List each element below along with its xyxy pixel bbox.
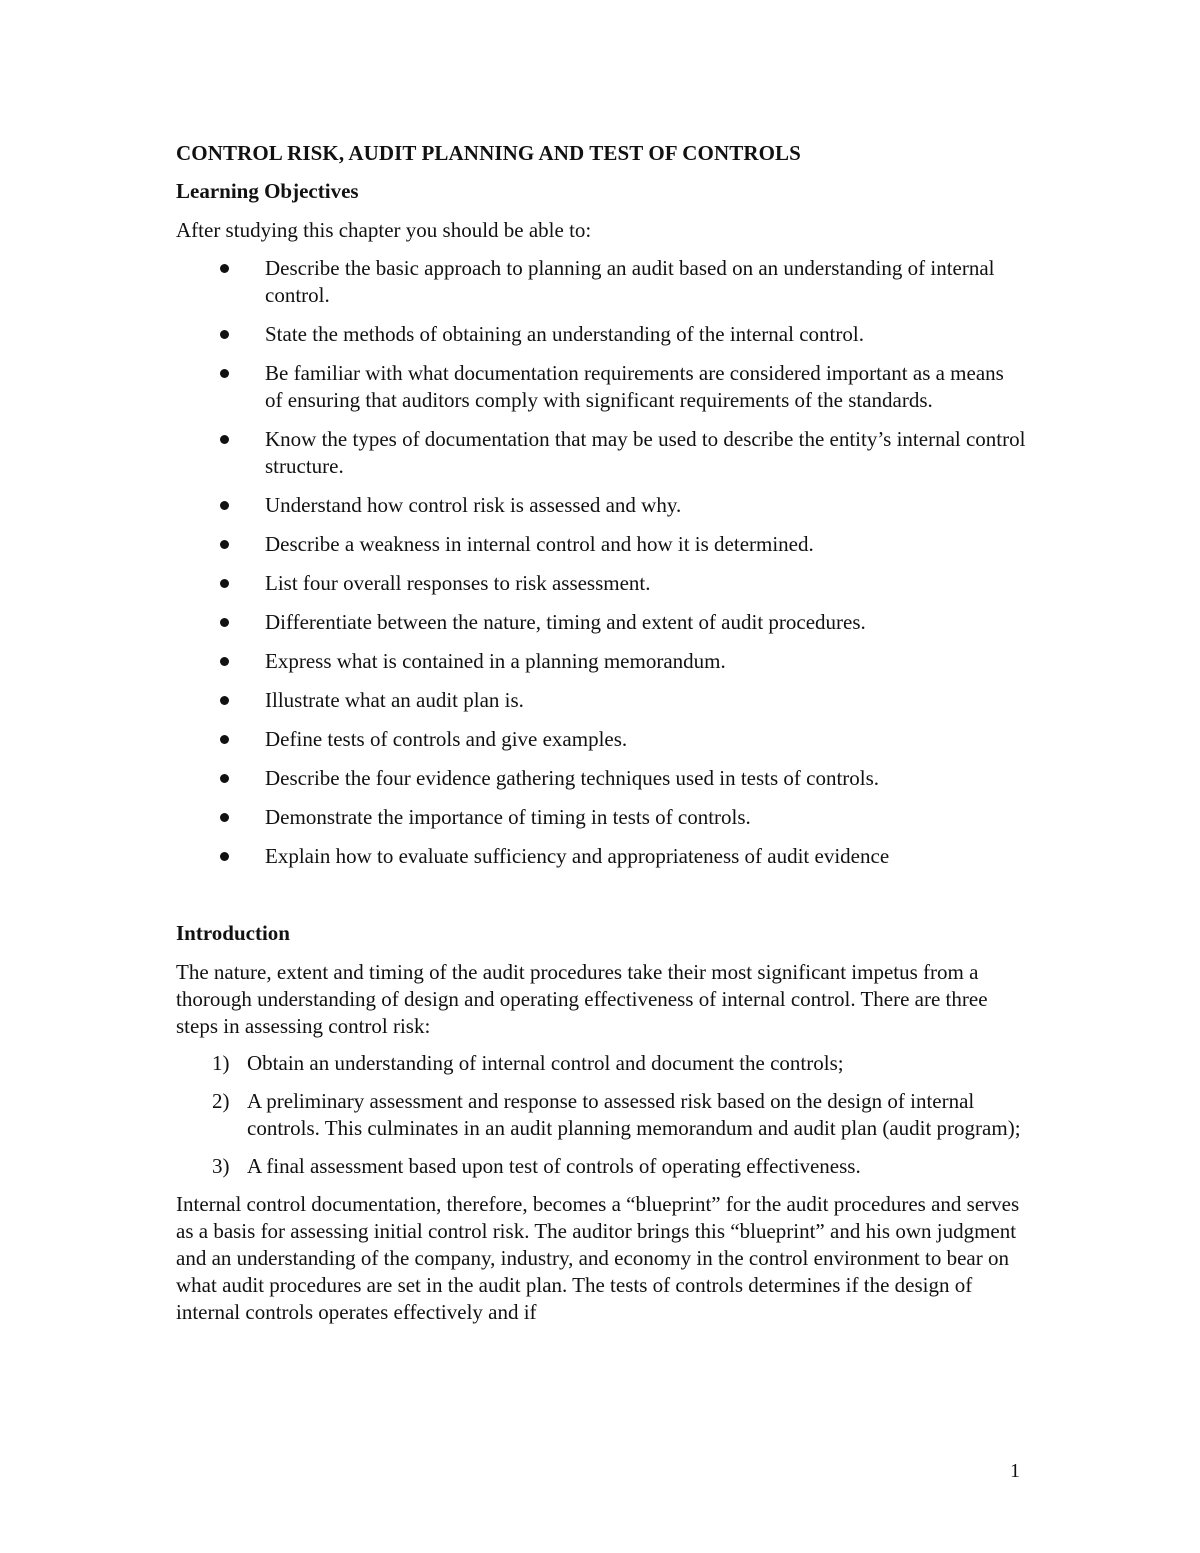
objective-text: Express what is contained in a planning memorandum. (265, 649, 726, 673)
section-spacer (176, 882, 1026, 920)
objective-text: Define tests of controls and give examples. (265, 727, 628, 751)
list-item (176, 255, 1026, 309)
objective-text: Differentiate between the nature, timing and extent of audit procedures. (265, 610, 866, 634)
learning-objectives-list (176, 255, 1026, 870)
list-item (176, 765, 1026, 792)
list-item (176, 570, 1026, 597)
objective-text: Describe a weakness in internal control and how it is determined. (265, 532, 814, 556)
step-text: A final assessment based upon test of controls of operating effectiveness. (247, 1154, 861, 1178)
learning-objectives-heading: Learning Objectives (176, 179, 359, 203)
list-item (176, 1153, 1026, 1180)
document-title: CONTROL RISK, AUDIT PLANNING AND TEST OF CONTROLS (176, 141, 801, 165)
objectives-lead-text: After studying this chapter you should be able to: (176, 218, 592, 242)
step-number: 2) (212, 1089, 230, 1113)
document-page (176, 140, 1026, 1336)
objective-text: Demonstrate the importance of timing in tests of controls. (265, 805, 751, 829)
list-item (176, 804, 1026, 831)
bullet-icon (220, 435, 229, 444)
introduction-heading: Introduction (176, 921, 290, 945)
objective-text: Know the types of documentation that may be used to describe the entity’s internal control structure. (265, 427, 1026, 478)
objective-text: Illustrate what an audit plan is. (265, 688, 524, 712)
introduction-paragraph-1: The nature, extent and timing of the audit procedures take their most significant impetus from a thorough understanding of design and operating effectiveness of internal control. There are three steps in assessing control risk: (176, 960, 988, 1038)
objective-text: State the methods of obtaining an understanding of the internal control. (265, 322, 864, 346)
step-text: Obtain an understanding of internal control and document the controls; (247, 1051, 844, 1075)
bullet-icon (220, 696, 229, 705)
objective-text: Explain how to evaluate sufficiency and appropriateness of audit evidence (265, 844, 890, 868)
objective-text: Be familiar with what documentation requirements are considered important as a means of ensuring that auditors comply with significant requirements of the standards. (265, 361, 1004, 412)
bullet-icon (220, 774, 229, 783)
objective-text: Describe the basic approach to planning an audit based on an understanding of internal control. (265, 256, 995, 307)
bullet-icon (220, 369, 229, 378)
list-item (176, 531, 1026, 558)
bullet-icon (220, 852, 229, 861)
step-text: A preliminary assessment and response to assessed risk based on the design of internal controls. This culminates in an audit planning memorandum and audit plan (audit program); (247, 1089, 1021, 1140)
objective-text: Describe the four evidence gathering techniques used in tests of controls. (265, 766, 880, 790)
step-number: 1) (212, 1051, 230, 1075)
bullet-icon (220, 501, 229, 510)
list-item (176, 492, 1026, 519)
list-item (176, 726, 1026, 753)
bullet-icon (220, 579, 229, 588)
introduction-paragraph-2: Internal control documentation, therefore, becomes a “blueprint” for the audit procedures and serves as a basis for assessing initial control risk. The auditor brings this “blueprint” and his own judgment and an understanding of the company, industry, and economy in the control environment to bear on what audit procedures are set in the audit plan. The tests of controls determines if the design of internal controls operates effectively and if (176, 1192, 1020, 1324)
bullet-icon (220, 813, 229, 822)
bullet-icon (220, 264, 229, 273)
page-number: 1 (1010, 1460, 1020, 1482)
list-item (176, 648, 1026, 675)
list-item (176, 1050, 1026, 1077)
list-item (176, 1088, 1026, 1142)
list-item (176, 609, 1026, 636)
control-risk-steps-list (176, 1050, 1026, 1180)
bullet-icon (220, 618, 229, 627)
list-item (176, 321, 1026, 348)
objective-text: List four overall responses to risk assessment. (265, 571, 651, 595)
bullet-icon (220, 735, 229, 744)
list-item (176, 843, 1026, 870)
list-item (176, 426, 1026, 480)
list-item (176, 687, 1026, 714)
objective-text: Understand how control risk is assessed and why. (265, 493, 682, 517)
bullet-icon (220, 330, 229, 339)
list-item (176, 360, 1026, 414)
bullet-icon (220, 657, 229, 666)
bullet-icon (220, 540, 229, 549)
step-number: 3) (212, 1154, 230, 1178)
